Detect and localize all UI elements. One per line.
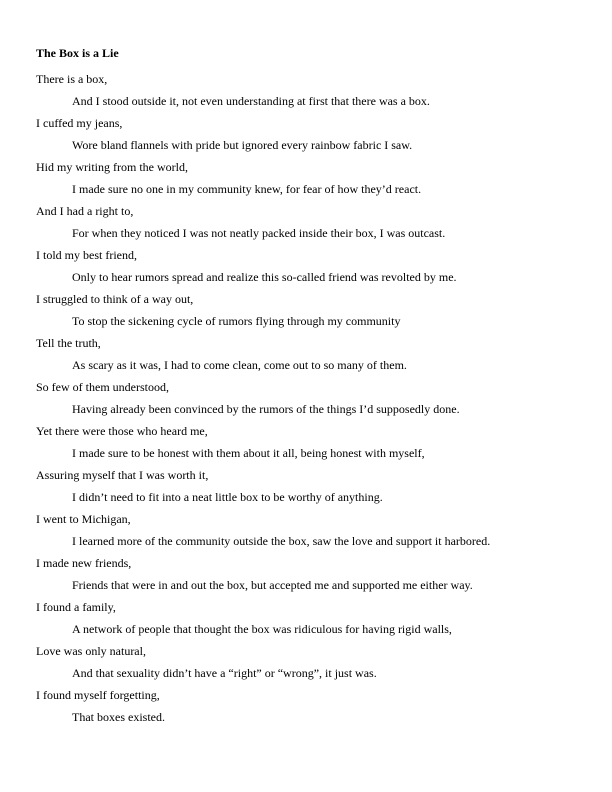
poem-title: The Box is a Lie — [36, 46, 119, 60]
poem-line-indented: I made sure no one in my community knew, for fear of how they’d react. — [72, 182, 422, 196]
poem-line-indented: Friends that were in and out the box, but accepted me and supported me either way. — [72, 578, 473, 592]
poem-line-indented: And that sexuality didn’t have a “right” or “wrong”, it just was. — [72, 666, 377, 680]
poem-line: Assuring myself that I was worth it, — [36, 468, 209, 482]
poem-line-indented: And I stood outside it, not even understanding at first that there was a box. — [72, 94, 430, 108]
poem-line: I cuffed my jeans, — [36, 116, 123, 130]
poem-line: There is a box, — [36, 72, 108, 86]
poem-line: I told my best friend, — [36, 248, 137, 262]
poem-line-indented: As scary as it was, I had to come clean, come out to so many of them. — [72, 358, 407, 372]
poem-line: Hid my writing from the world, — [36, 160, 188, 174]
poem-line: Tell the truth, — [36, 336, 101, 350]
poem-line-indented: Having already been convinced by the rumors of the things I’d supposedly done. — [72, 402, 460, 416]
poem-line-indented: To stop the sickening cycle of rumors flying through my community — [72, 314, 401, 328]
poem-line: I found a family, — [36, 600, 116, 614]
poem-line: I went to Michigan, — [36, 512, 131, 526]
poem-line: So few of them understood, — [36, 380, 169, 394]
poem-line: And I had a right to, — [36, 204, 134, 218]
poem-line-indented: Wore bland flannels with pride but ignored every rainbow fabric I saw. — [72, 138, 413, 152]
poem-line: I found myself forgetting, — [36, 688, 160, 702]
poem-line: I struggled to think of a way out, — [36, 292, 194, 306]
poem-line-indented: Only to hear rumors spread and realize this so-called friend was revolted by me. — [72, 270, 457, 284]
poem-body — [36, 68, 596, 728]
poem-line-indented: I didn’t need to fit into a neat little box to be worthy of anything. — [72, 490, 383, 504]
poem-line: Yet there were those who heard me, — [36, 424, 208, 438]
poem-line-indented: A network of people that thought the box was ridiculous for having rigid walls, — [72, 622, 452, 636]
poem-line: I made new friends, — [36, 556, 132, 570]
poem-line-indented: That boxes existed. — [72, 710, 165, 724]
poem-line: Love was only natural, — [36, 644, 146, 658]
poem-line-indented: I made sure to be honest with them about it all, being honest with myself, — [72, 446, 425, 460]
poem-line-indented: I learned more of the community outside the box, saw the love and support it harbored. — [72, 534, 491, 548]
poem-line-indented: For when they noticed I was not neatly packed inside their box, I was outcast. — [72, 226, 446, 240]
poem-page — [36, 45, 596, 728]
